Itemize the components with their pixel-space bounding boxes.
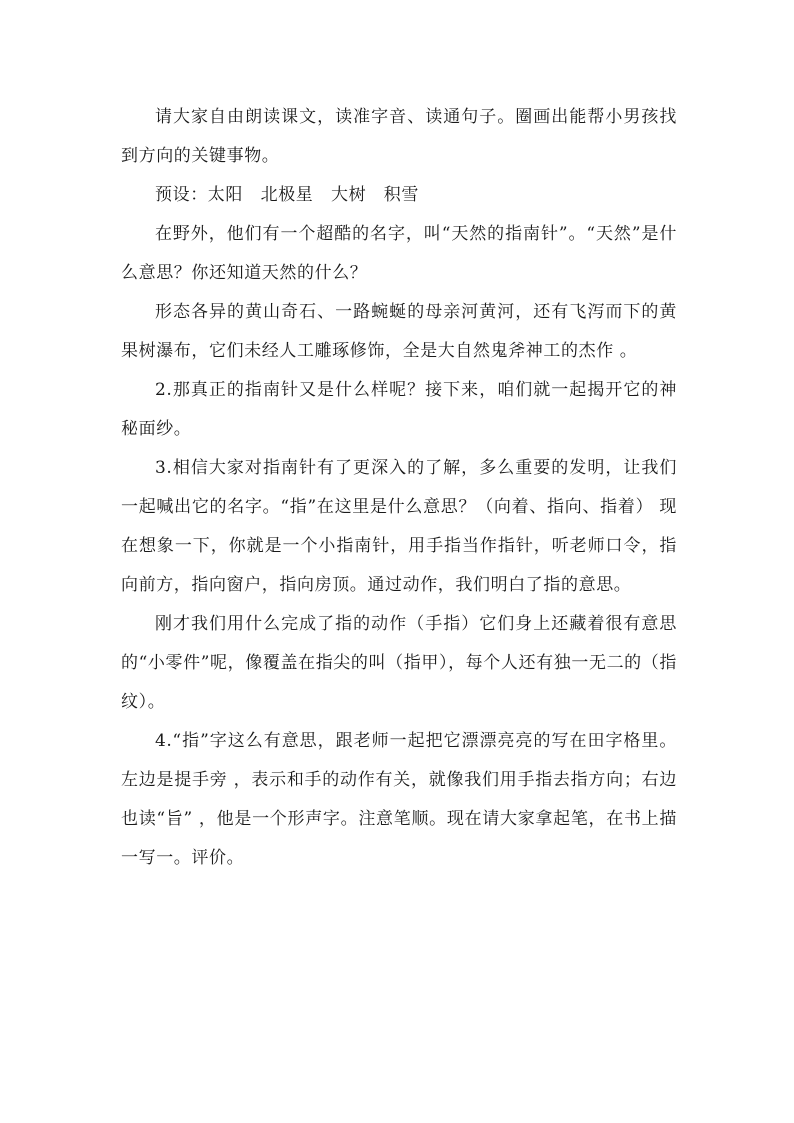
paragraph-step-4: 4.“指”字这么有意思，跟老师一起把它漂漂亮亮的写在田字格里。左边是提手旁 ，表示和手的动作有关，就像我们用手指去指方向；右边也读“旨” ，他是一个形声字。注意笔顺。现在请大家拿起笔，在书上描一写一。评价。 [121,731,677,868]
paragraph-preset-answers: 预设：太阳 北极星 大树 积雪 [155,185,419,205]
paragraph-natural-examples: 形态各异的黄山奇石、一路蜿蜒的母亲河黄河，还有飞泻而下的黄果树瀑布，它们未经人工雕琢修饰，全是大自然鬼斧神工的杰作 。 [121,302,677,361]
paragraph-natural-compass: 在野外，他们有一个超酷的名字，叫“天然的指南针”。“天然”是什么意思？你还知道天然的什么？ [121,224,677,283]
document-body [121,98,677,878]
paragraph-finger-parts: 刚才我们用什么完成了指的动作（手指）它们身上还藏着很有意思的“小零件”呢，像覆盖在指尖的叫（指甲），每个人还有独一无二的（指纹）。 [121,614,677,712]
paragraph-reading-instruction: 请大家自由朗读课文，读准字音、读通句子。圈画出能帮小男孩找到方向的关键事物。 [121,107,677,166]
paragraph-step-3: 3.相信大家对指南针有了更深入的了解，多么重要的发明，让我们一起喊出它的名字。“指”在这里是什么意思？（向着、指向、指着） 现在想象一下，你就是一个小指南针，用手指当作指针，听老师口令，指向前方，指向窗户，指向房顶。通过动作，我们明白了指的意思。 [121,458,677,595]
paragraph-step-2: 2.那真正的指南针又是什么样呢？接下来，咱们就一起揭开它的神秘面纱。 [121,380,677,439]
